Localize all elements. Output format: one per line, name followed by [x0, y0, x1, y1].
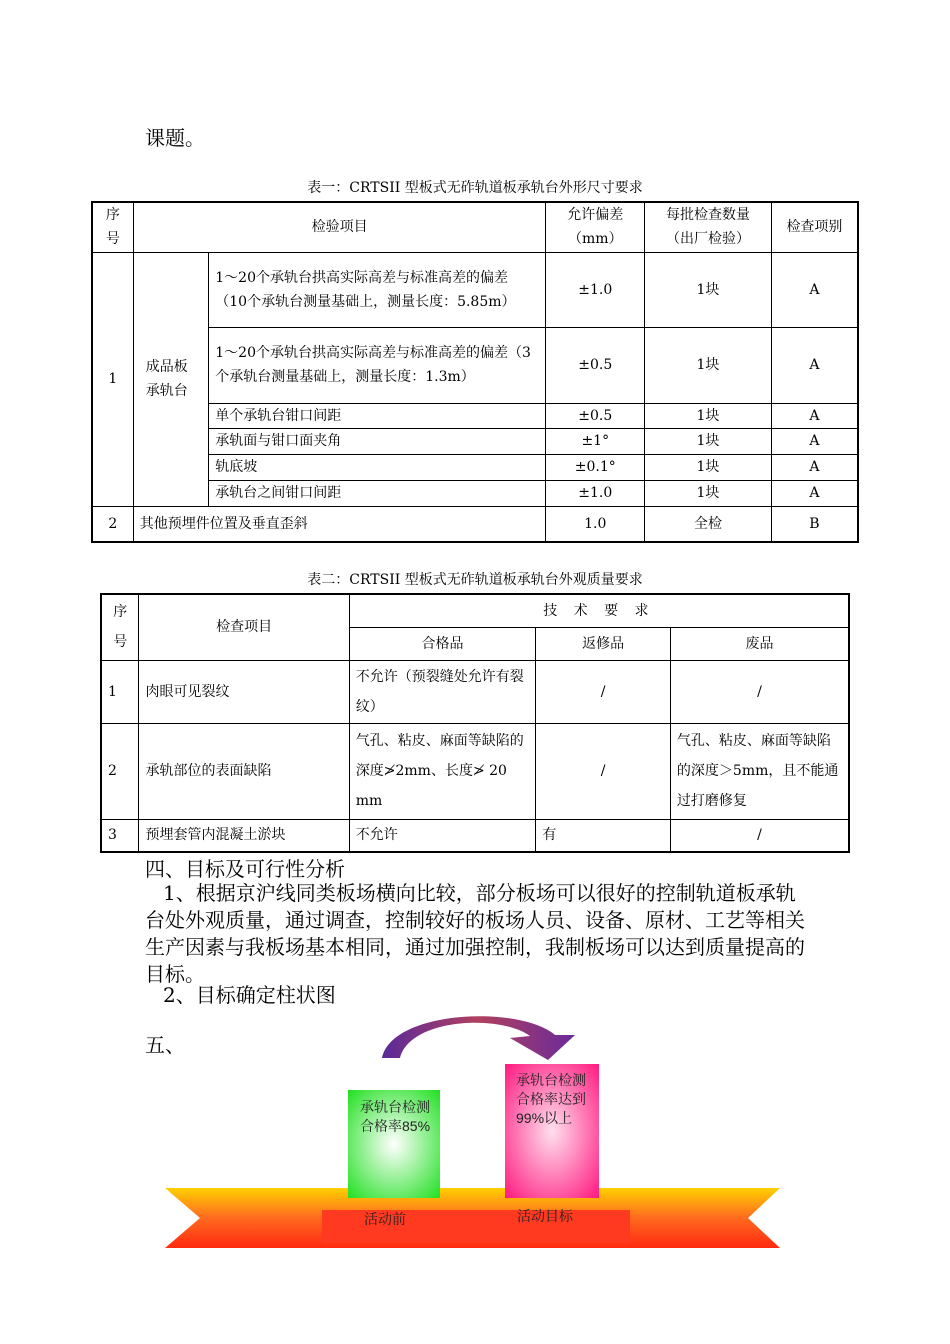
- section5-label: 五、: [145, 1033, 185, 1057]
- t2-row-reject: /: [670, 819, 849, 852]
- arrow-icon: [382, 1016, 575, 1060]
- t1-row-item: 1～20个承轨台拱高实际高差与标准高差的偏差（3个承轨台测量基础上，测量长度：1.3m）: [209, 327, 546, 403]
- t1-row-tol: ±1°: [546, 428, 645, 454]
- t2-row-no: 1: [101, 660, 139, 723]
- t2-header-pass: 合格品: [349, 627, 536, 660]
- t1-group1-no: 1: [92, 252, 133, 506]
- t2-header-tech: 技 术 要 求: [349, 594, 849, 627]
- t2-row-no: 3: [101, 819, 139, 852]
- t1-header-qty: 每批检查数量（出厂检验）: [645, 202, 772, 252]
- table-row: [92, 506, 858, 542]
- table1: [91, 201, 859, 543]
- t1-row-cls: A: [771, 428, 858, 454]
- t1-row-cls: A: [771, 403, 858, 428]
- t1-row-item: 1～20个承轨台拱高实际高差与标准高差的偏差（10个承轨台测量基础上，测量长度：5.85m）: [209, 252, 546, 327]
- t2-row-reject: 气孔、粘皮、麻面等缺陷的深度＞5mm，且不能通过打磨修复: [670, 723, 849, 819]
- t1-group2-tol: 1.0: [546, 506, 645, 542]
- t1-row-qty: 1块: [645, 252, 772, 327]
- before-label: 活动前: [364, 1212, 406, 1228]
- t1-row-qty: 1块: [645, 454, 772, 480]
- t2-header-reject: 废品: [670, 627, 849, 660]
- t2-row-item: 承轨部位的表面缺陷: [139, 723, 349, 819]
- t2-header-item: 检查项目: [139, 594, 349, 660]
- t2-row-pass: 气孔、粘皮、麻面等缺陷的深度≯2mm、长度≯ 20 mm: [349, 723, 536, 819]
- t1-row-tol: ±1.0: [546, 480, 645, 506]
- t1-header-item: 检验项目: [133, 202, 546, 252]
- table-row: [101, 819, 849, 852]
- t1-row-cls: A: [771, 252, 858, 327]
- section4-subheading: 2、目标确定柱状图: [163, 983, 336, 1007]
- t1-header-tol: 允许偏差（mm）: [546, 202, 645, 252]
- table-row: [101, 723, 849, 819]
- t2-row-repair: /: [536, 723, 671, 819]
- t2-row-pass: 不允许（预裂缝处允许有裂纹）: [349, 660, 536, 723]
- t2-header-repair: 返修品: [536, 627, 671, 660]
- goal-chart: [0, 1010, 950, 1260]
- table1-header-row: [92, 202, 858, 252]
- table-row: [92, 252, 858, 327]
- t1-row-tol: ±0.1°: [546, 454, 645, 480]
- section4-title: 四、目标及可行性分析: [145, 857, 345, 881]
- t2-row-pass: 不允许: [349, 819, 536, 852]
- t1-row-qty: 1块: [645, 403, 772, 428]
- t1-row-qty: 1块: [645, 480, 772, 506]
- t1-row-qty: 1块: [645, 327, 772, 403]
- bar-target-text: 承轨台检测合格率达到99%以上: [516, 1072, 586, 1126]
- t1-group2-cls: B: [771, 506, 858, 542]
- table2: [100, 593, 850, 853]
- t1-header-no: 序号: [92, 202, 133, 252]
- t2-row-repair: /: [536, 660, 671, 723]
- t1-row-cls: A: [771, 327, 858, 403]
- section4-paragraph: 1、根据京沪线同类板场横向比较，部分板场可以很好的控制轨道板承轨台处外观质量，通过调查，控制较好的板场人员、设备、原材、工艺等相关生产因素与我板场基本相同，通过加强控制，我制板场可以达到质量提高的目标。: [145, 881, 805, 986]
- t2-row-item: 预埋套管内混凝土淤块: [139, 819, 349, 852]
- t1-row-item: 承轨台之间钳口间距: [209, 480, 546, 506]
- t1-row-item: 轨底坡: [209, 454, 546, 480]
- t1-group1-category: 成品板承轨台: [133, 252, 208, 506]
- t1-row-cls: A: [771, 480, 858, 506]
- t1-row-cls: A: [771, 454, 858, 480]
- t1-row-tol: ±0.5: [546, 403, 645, 428]
- t2-row-item: 肉眼可见裂纹: [139, 660, 349, 723]
- t2-row-reject: /: [670, 660, 849, 723]
- bar-before-text: 承轨台检测合格率85%: [360, 1099, 431, 1134]
- t1-header-cls: 检查项别: [771, 202, 858, 252]
- t2-row-repair: 有: [536, 819, 671, 852]
- t1-row-tol: ±1.0: [546, 252, 645, 327]
- t2-header-no: 序号: [101, 594, 139, 660]
- target-label: 活动目标: [517, 1209, 573, 1225]
- table1-caption: 表一：CRTSII 型板式无砟轨道板承轨台外形尺寸要求: [307, 180, 643, 196]
- t1-row-item: 单个承轨台钳口间距: [209, 403, 546, 428]
- t1-row-tol: ±0.5: [546, 327, 645, 403]
- t1-group2-no: 2: [92, 506, 133, 542]
- t1-group2-item: 其他预埋件位置及垂直歪斜: [133, 506, 546, 542]
- t1-row-item: 承轨面与钳口面夹角: [209, 428, 546, 454]
- t1-group2-qty: 全检: [645, 506, 772, 542]
- table2-caption: 表二：CRTSII 型板式无砟轨道板承轨台外观质量要求: [307, 572, 643, 588]
- t1-row-qty: 1块: [645, 428, 772, 454]
- table2-header-row: [101, 594, 849, 627]
- t2-row-no: 2: [101, 723, 139, 819]
- table-row: [101, 660, 849, 723]
- intro-text: 课题。: [145, 126, 205, 150]
